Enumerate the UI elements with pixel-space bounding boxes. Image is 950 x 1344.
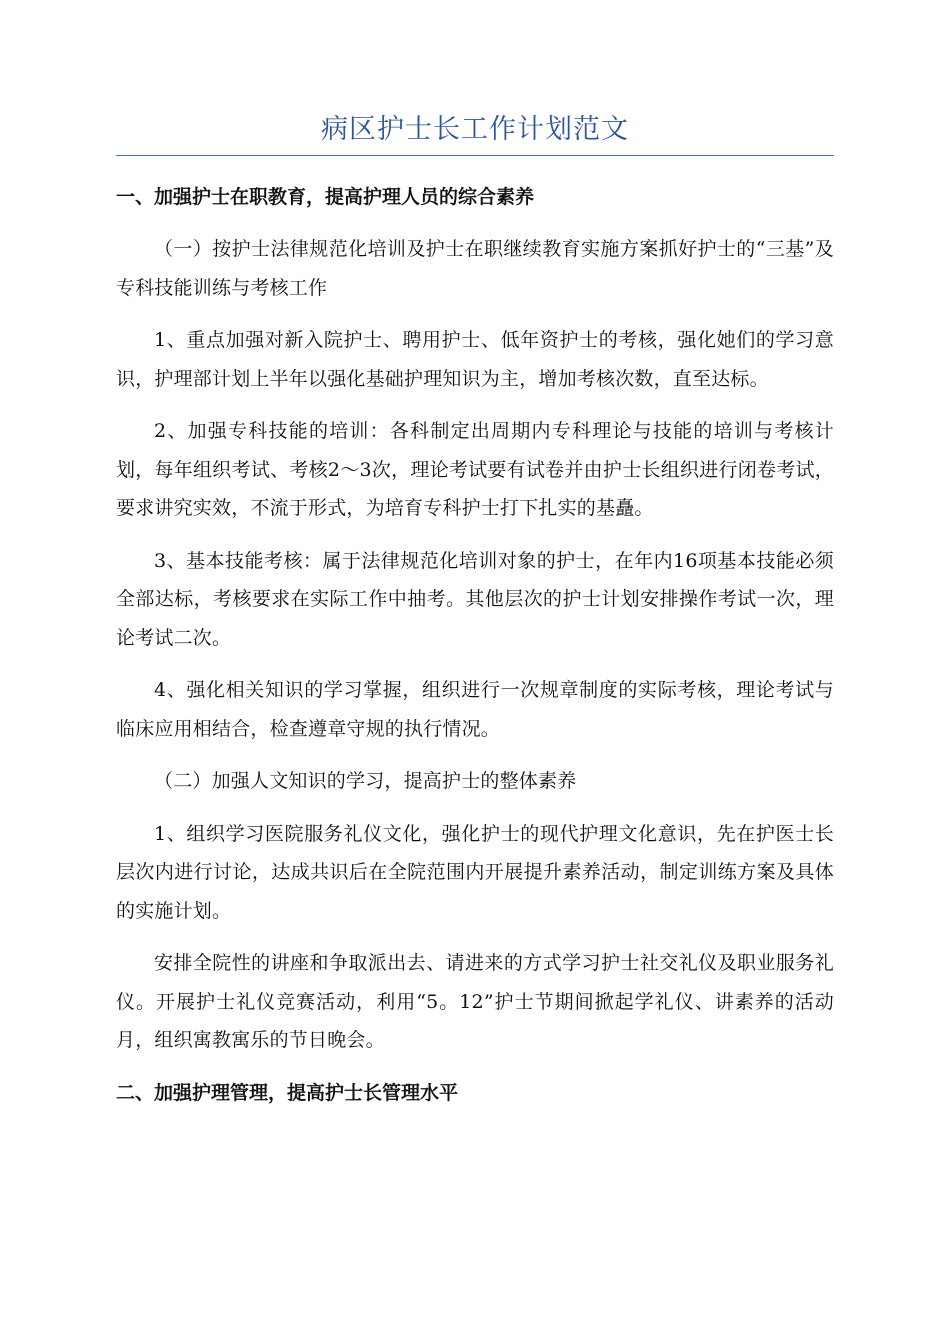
paragraph-3: 2、加强专科技能的培训：各科制定出周期内专科理论与技能的培训与考核计划，每年组织考试、考核2～3次，理论考试要有试卷并由护士长组织进行闭卷考试，要求讲究实效，不流于形式，为培育专科护士打下扎实的基矗。 (116, 420, 834, 519)
document-page (116, 108, 834, 1112)
paragraph-8: 安排全院性的讲座和争取派出去、请进来的方式学习护士社交礼仪及职业服务礼仪。开展护士礼仪竞赛活动，利用“5。12”护士节期间掀起学礼仪、讲素养的活动月，组织寓教寓乐的节日晚会。 (116, 952, 834, 1051)
section-heading-1: 一、加强护士在职教育，提高护理人员的综合素养 (116, 186, 535, 208)
paragraph-2: 1、重点加强对新入院护士、聘用护士、低年资护士的考核，强化她们的学习意识，护理部计划上半年以强化基础护理知识为主，增加考核次数，直至达标。 (116, 329, 834, 390)
document-title: 病区护士长工作计划范文 (321, 114, 629, 145)
section-heading-2: 二、加强护理管理，提高护士长管理水平 (116, 1081, 459, 1104)
paragraph-5: 4、强化相关知识的学习掌握，组织进行一次规章制度的实际考核，理论考试与临床应用相结合，检查遵章守规的执行情况。 (116, 679, 834, 740)
paragraph-1: （一）按护士法律规范化培训及护士在职继续教育实施方案抓好护士的“三基”及专科技能训练与考核工作 (116, 238, 834, 299)
paragraph-7: 1、组织学习医院服务礼仪文化，强化护士的现代护理文化意识，先在护医士长层次内进行讨论，达成共识后在全院范围内开展提升素养活动，制定训练方案及具体的实施计划。 (116, 822, 834, 922)
paragraph-6: （二）加强人文知识的学习，提高护士的整体素养 (154, 770, 577, 792)
paragraph-4: 3、基本技能考核：属于法律规范化培训对象的护士，在年内16项基本技能必须全部达标，考核要求在实际工作中抽考。其他层次的护士计划安排操作考试一次，理论考试二次。 (116, 549, 834, 649)
title-underline (116, 155, 834, 156)
